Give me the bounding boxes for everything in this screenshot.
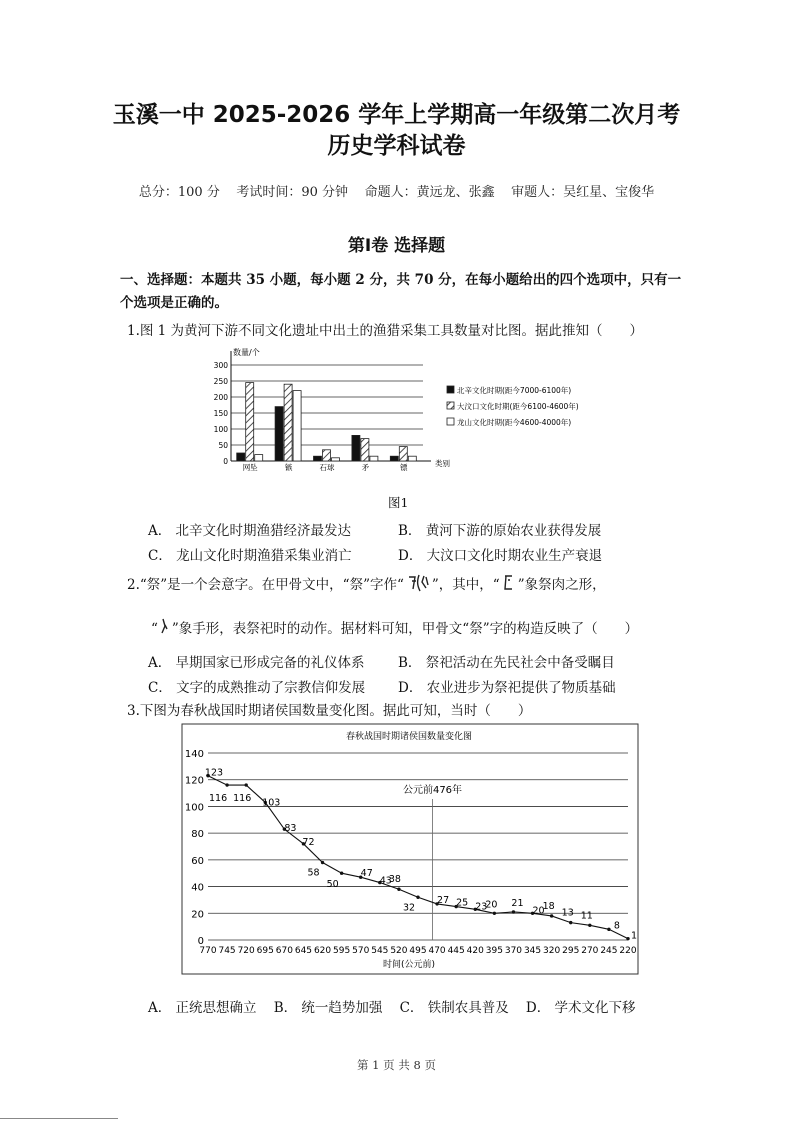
data-point	[397, 888, 400, 891]
y-tick-label: 250	[213, 377, 228, 386]
data-label: 27	[437, 894, 450, 906]
data-point	[244, 783, 247, 786]
x-tick-label: 网坠	[242, 463, 258, 472]
bar	[314, 456, 322, 461]
data-label: 123	[204, 767, 224, 779]
legend-swatch	[447, 402, 454, 409]
data-point	[512, 910, 515, 913]
chart-title: 春秋战国时期诸侯国数量变化图	[345, 732, 473, 742]
bar	[352, 435, 360, 461]
y-tick-label: 120	[184, 775, 204, 787]
y-axis-label: 数量/个	[233, 348, 260, 357]
data-point	[626, 937, 629, 940]
q1-bar-chart	[205, 343, 625, 478]
y-tick-label: 300	[213, 361, 228, 370]
bar	[361, 439, 369, 461]
x-tick-label: 770	[199, 946, 217, 956]
bar	[275, 407, 283, 461]
bar	[284, 384, 292, 461]
y-tick-label: 200	[213, 393, 228, 402]
data-label: 58	[307, 867, 320, 879]
page-number: 第 1 页 共 8 页	[357, 1058, 436, 1072]
y-tick-label: 60	[191, 855, 204, 867]
data-label: 8	[613, 920, 620, 932]
x-tick-label: 670	[275, 946, 293, 956]
y-tick-label: 0	[223, 457, 228, 466]
data-label: 20	[532, 905, 545, 917]
q3-line-chart	[181, 723, 639, 975]
x-tick-label: 295	[562, 946, 580, 956]
y-tick-label: 100	[184, 802, 204, 814]
bar	[332, 458, 340, 461]
x-tick-label: 445	[447, 946, 465, 956]
instruction-line-1: 一、选择题：本题共 35 小题，每小题 2 分，共 70 分，在每小题给出的四个选项中，只有一	[120, 272, 682, 288]
y-tick-label: 40	[191, 882, 204, 894]
data-label: 1	[630, 930, 638, 942]
data-label: 25	[456, 897, 469, 909]
q2-option-a[interactable]: A． 早期国家已形成完备的礼仪体系	[148, 655, 365, 671]
x-tick-label: 520	[390, 946, 408, 956]
data-point	[550, 914, 553, 917]
data-point	[225, 783, 228, 786]
x-tick-label: 矛	[361, 463, 370, 472]
q2-stem-part-e: ”象手形，表祭祀时的动作。据材料可知，甲骨文“祭”字的构造反映了（ ）	[171, 621, 639, 637]
legend-swatch	[447, 386, 454, 393]
q1-figure-caption: 图1	[388, 495, 409, 510]
q1-option-c[interactable]: C． 龙山文化时期渔猎采集业消亡	[148, 548, 352, 564]
q2-stem-line-2	[151, 617, 638, 640]
data-label: 83	[284, 823, 297, 835]
bar	[408, 456, 416, 461]
y-tick-label: 20	[191, 909, 204, 921]
x-tick-label: 620	[313, 946, 332, 956]
legend-swatch	[447, 418, 454, 425]
page-subtitle: 历史学科试卷	[327, 133, 466, 159]
x-axis-label: 时间(公元前)	[382, 960, 436, 970]
x-tick-label: 320	[543, 946, 561, 956]
oracle-hand-glyph-icon	[158, 617, 172, 637]
data-point	[416, 896, 419, 899]
q2-option-d[interactable]: D． 农业进步为祭祀提供了物质基础	[398, 680, 616, 696]
x-tick-label: 370	[504, 946, 523, 956]
section-title: 第Ⅰ卷 选择题	[347, 236, 446, 256]
bar	[255, 455, 263, 461]
data-label: 72	[302, 836, 315, 848]
bar	[293, 391, 301, 461]
legend-entry: 大汶口文化时期(距今6100-4600年)	[457, 402, 579, 411]
q2-option-b[interactable]: B． 祭祀活动在先民社会中备受瞩目	[398, 655, 615, 671]
x-tick-label: 470	[428, 946, 446, 956]
footer-rule	[0, 1118, 118, 1119]
x-tick-label: 345	[523, 946, 542, 956]
data-label: 32	[402, 902, 416, 914]
legend-entry: 北辛文化时期(距今7000-6100年)	[457, 386, 572, 395]
data-label: 43	[379, 875, 392, 887]
bar	[323, 450, 331, 461]
data-label: 47	[360, 868, 373, 880]
y-tick-label: 80	[191, 829, 204, 841]
data-point	[321, 861, 324, 864]
data-point	[493, 912, 496, 915]
oracle-ji-glyph-icon	[404, 573, 432, 593]
q2-stem-part-d: “	[151, 621, 158, 637]
q1-option-b[interactable]: B． 黄河下游的原始农业获得发展	[398, 523, 602, 539]
oracle-meat-glyph-icon	[500, 573, 518, 593]
exam-info: 总分：100 分 考试时间：90 分钟 命题人：黄远龙、张鑫 审题人：吴红星、宝俊华	[138, 185, 655, 200]
y-tick-label: 50	[218, 441, 228, 450]
x-tick-label: 石球	[319, 463, 335, 472]
x-tick-label: 395	[485, 946, 503, 956]
x-tick-label: 220	[619, 946, 637, 956]
data-label: 20	[485, 899, 498, 911]
x-axis-label: 类别	[435, 459, 450, 468]
data-label: 13	[561, 907, 574, 919]
data-point	[607, 928, 610, 931]
q2-stem-line-1	[127, 573, 606, 596]
y-tick-label: 150	[213, 409, 228, 418]
x-tick-label: 720	[237, 946, 255, 956]
x-tick-label: 245	[600, 946, 618, 956]
bar	[370, 456, 378, 461]
data-label: 23	[475, 901, 488, 913]
q2-stem-part-c: ”象祭肉之形，	[517, 577, 606, 593]
data-label: 103	[262, 797, 281, 809]
x-tick-label: 270	[581, 946, 599, 956]
data-label: 38	[388, 874, 401, 886]
data-label: 116	[209, 793, 228, 805]
annotation-label: 公元前476年	[402, 785, 463, 796]
x-tick-label: 镖	[400, 463, 408, 472]
x-tick-label: 545	[371, 946, 389, 956]
chart-frame	[182, 724, 638, 974]
y-tick-label: 0	[197, 936, 204, 947]
q2-stem-part-b: ”，其中，“	[431, 577, 500, 593]
bar	[390, 456, 398, 461]
x-tick-label: 495	[409, 946, 427, 956]
instruction-line-2: 个选项是正确的。	[120, 295, 228, 311]
x-tick-label: 745	[218, 946, 236, 956]
bar	[399, 447, 407, 461]
q2-stem-part-a: 2.“祭”是一个会意字。在甲骨文中，“祭”字作“	[127, 577, 404, 593]
data-point	[340, 872, 343, 875]
x-tick-label: 695	[256, 946, 274, 956]
bar	[237, 453, 245, 461]
x-tick-label: 645	[294, 946, 313, 956]
data-label: 116	[233, 793, 252, 805]
bar	[246, 383, 254, 461]
data-point	[569, 921, 572, 924]
q1-option-a[interactable]: A． 北辛文化时期渔猎经济最发达	[148, 523, 352, 539]
q3-stem: 3.下图为春秋战国时期诸侯国数量变化图。据此可知，当时（ ）	[127, 703, 532, 719]
y-tick-label: 140	[184, 749, 204, 760]
y-tick-label: 100	[213, 425, 228, 434]
data-label: 50	[326, 879, 339, 891]
q1-option-d[interactable]: D． 大汶口文化时期农业生产衰退	[398, 548, 603, 564]
data-label: 21	[511, 897, 524, 909]
x-tick-label: 595	[333, 946, 351, 956]
legend-entry: 龙山文化时期(距今4600-4000年)	[457, 418, 572, 427]
q1-stem: 1.图 1 为黄河下游不同文化遗址中出土的渔猎采集工具数量对比图。据此推知（ ）	[127, 323, 644, 339]
q2-option-c[interactable]: C． 文字的成熟推动了宗教信仰发展	[148, 680, 366, 696]
x-tick-label: 420	[466, 946, 484, 956]
q3-options[interactable]: A． 正统思想确立 B． 统一趋势加强 C． 铁制农具普及 D． 学术文化下移	[148, 1000, 636, 1016]
data-label: 11	[580, 910, 593, 922]
data-label: 18	[542, 900, 555, 912]
x-tick-label: 镞	[284, 463, 293, 472]
x-tick-label: 570	[352, 946, 370, 956]
data-point	[588, 924, 591, 927]
page-title: 玉溪一中 2025-2026 学年上学期高一年级第二次月考	[112, 102, 681, 128]
